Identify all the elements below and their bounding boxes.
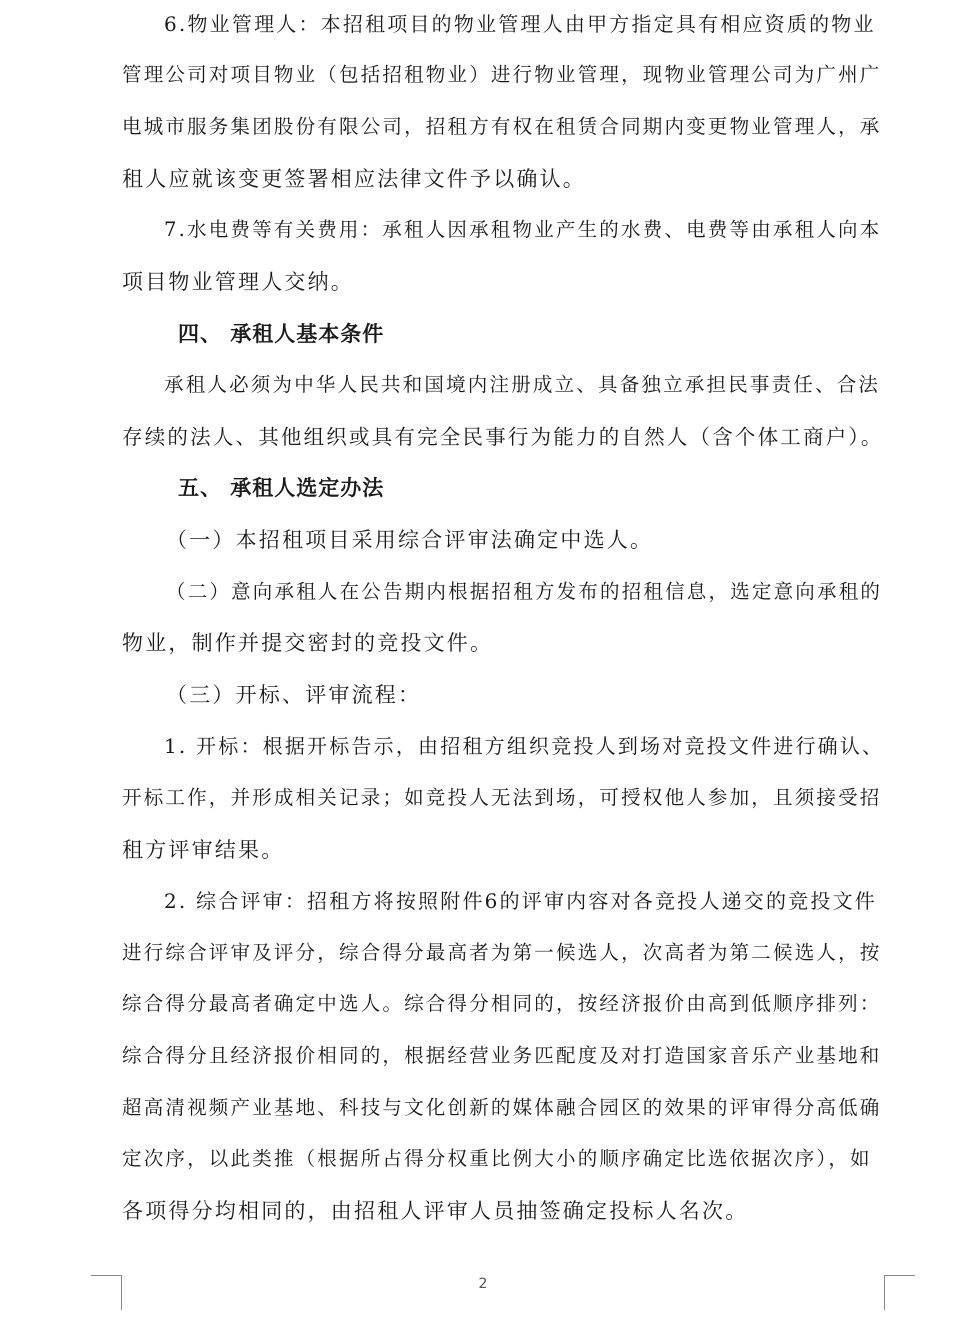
paragraph-line: 租人应就该变更签署相应法律文件予以确认。 [122, 167, 586, 191]
paragraph-line: 2. 综合评审：招租方将按照附件6的评审内容对各竞投人递交的竞投文件 [164, 889, 877, 913]
paragraph-line: 1. 开标：根据开标告示，由招租方组织竞投人到场对竞投文件进行确认、 [164, 734, 885, 758]
paragraph-line: （三）开标、评审流程： [166, 683, 422, 707]
paragraph-line: 6.物业管理人：本招租项目的物业管理人由甲方指定具有相应资质的物业 [164, 12, 876, 36]
section-heading: 五、 承租人选定办法 [178, 476, 385, 500]
paragraph-line: 定次序，以此类推（根据所占得分权重比例大小的顺序确定比选依据次序），如 [122, 1147, 872, 1170]
paragraph-line: （二）意向承租人在公告期内根据招租方发布的招租信息，选定意向承租的 [166, 580, 883, 603]
paragraph-line: 7.水电费等有关费用：承租人因承租物业产生的水费、电费等由承租人向本 [164, 218, 882, 241]
section-heading: 四、 承租人基本条件 [178, 322, 385, 346]
paragraph-line: 项目物业管理人交纳。 [122, 270, 354, 294]
paragraph-line: 租方评审结果。 [122, 838, 285, 862]
paragraph-line: 管理公司对项目物业（包括招租物业）进行物业管理，现物业管理公司为广州广 [122, 63, 882, 86]
paragraph-line: 开标工作，并形成相关记录；如竞投人无法到场，可授权他人参加，且须接受招 [122, 786, 882, 809]
paragraph-line: 超高清视频产业基地、科技与文化创新的媒体融合园区的效果的评审得分高低确 [122, 1096, 882, 1119]
paragraph-line: 综合得分最高者确定中选人。综合得分相同的，按经济报价由高到低顺序排列： [122, 992, 882, 1015]
paragraph-line: 承租人必须为中华人民共和国境内注册成立、具备独立承担民事责任、合法 [164, 373, 881, 396]
paragraph-line: 物业，制作并提交密封的竞投文件。 [122, 631, 494, 655]
paragraph-line: 电城市服务集团股份有限公司，招租方有权在租赁合同期内变更物业管理人，承 [122, 115, 882, 138]
paragraph-line: 各项得分均相同的，由招租人评审人员抽签确定投标人名次。 [122, 1199, 749, 1223]
paragraph-line: （一）本招租项目采用综合评审法确定中选人。 [166, 528, 654, 552]
paragraph-line: 存续的法人、其他组织或具有完全民事行为能力的自然人（含个体工商户）。 [122, 425, 884, 449]
paragraph-line: 进行综合评审及评分，综合得分最高者为第一候选人，次高者为第二候选人，按 [122, 941, 882, 964]
page-number: 2 [478, 1276, 488, 1292]
paragraph-line: 综合得分且经济报价相同的，根据经营业务匹配度及对打造国家音乐产业基地和 [122, 1044, 882, 1067]
